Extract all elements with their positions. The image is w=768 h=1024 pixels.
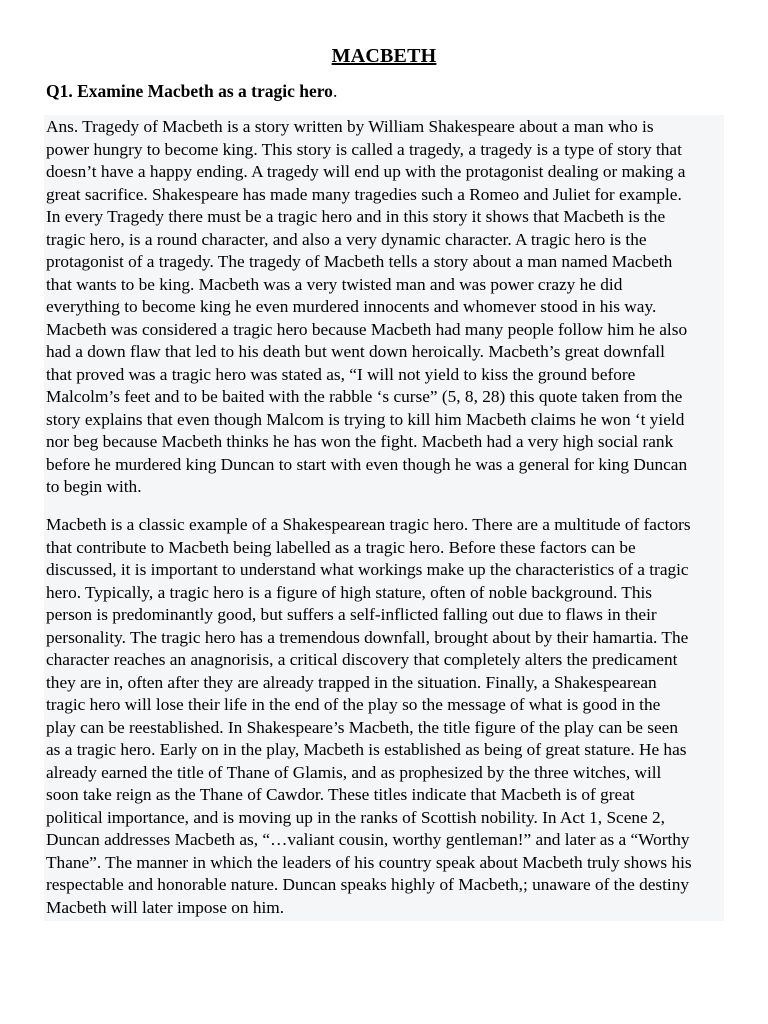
paragraph-line: power hungry to become king. This story is called a tragedy, a tragedy is a type of story that — [46, 139, 682, 159]
paragraph-line: nor beg because Macbeth thinks he has won the fight. Macbeth had a very high social rank — [46, 432, 674, 451]
paragraph-line: they are in, often after they are already trapped in the situation. Finally, a Shakespearean — [46, 672, 657, 692]
paragraph-line: play can be reestablished. In Shakespeare’s Macbeth, the title figure of the play can be seen — [46, 717, 678, 737]
paragraph-line: Thane”. The manner in which the leaders of his country speak about Macbeth truly shows his — [46, 852, 692, 872]
paragraph-line: In every Tragedy there must be a tragic hero and in this story it shows that Macbeth is the — [46, 207, 666, 226]
paragraph-line: political importance, and is moving up in the ranks of Scottish nobility. In Act 1, Scene 2, — [46, 807, 665, 827]
question-end-punct: . — [332, 81, 338, 101]
paragraph-line: already earned the title of Thane of Glamis, and as prophesized by the three witches, will — [46, 762, 662, 782]
question-heading — [46, 79, 337, 103]
paragraph-line: Macbeth was considered a tragic hero because Macbeth had many people follow him he also — [46, 319, 688, 339]
paragraph-line: that wants to be king. Macbeth was a very twisted man and was power crazy he did — [46, 274, 623, 294]
paragraph-line: that proved was a tragic hero was stated as, “I will not yield to kiss the ground before — [46, 364, 636, 384]
paragraph-line: person is predominantly good, but suffers a self-inflicted falling out due to flaws in their — [46, 605, 657, 624]
paragraph-line: protagonist of a tragedy. The tragedy of Macbeth tells a story about a man named Macbeth — [46, 252, 673, 271]
paragraph-line: story explains that even though Malcom is trying to kill him Macbeth claims he won ‘t yield — [46, 409, 685, 429]
paragraph-line: to begin with. — [46, 477, 142, 496]
paragraph-line: everything to become king he even murdered innocents and whomever stood in his way. — [46, 297, 657, 316]
paragraph-line: tragic hero will lose their life in the end of the play so the message of what is good in the — [46, 695, 661, 714]
paragraph-line: Macbeth is a classic example of a Shakespearean tragic hero. There are a multitude of factors — [46, 515, 691, 534]
paragraph-line: respectable and honorable nature. Duncan speaks highly of Macbeth,; unaware of the destiny — [46, 875, 690, 894]
paragraph-line: Ans. Tragedy of Macbeth is a story written by William Shakespeare about a man who is — [46, 117, 654, 136]
paragraph-line: soon take reign as the Thane of Cawdor. These titles indicate that Macbeth is of great — [46, 785, 635, 804]
paragraph-line: Macbeth will later impose on him. — [46, 897, 285, 917]
paragraph-line: Malcolm’s feet and to be baited with the rabble ‘s curse” (5, 8, 28) this quote taken from the — [46, 387, 683, 406]
paragraph-line: tragic hero, is a round character, and also a very dynamic character. A tragic hero is the — [46, 229, 647, 249]
answer-paragraph-2 — [46, 514, 726, 919]
paragraph-line: that contribute to Macbeth being labelled as a tragic hero. Before these factors can be — [46, 537, 636, 557]
paragraph-line: before he murdered king Duncan to start with even though he was a general for king Duncan — [46, 454, 688, 474]
answer-paragraph-1 — [46, 116, 726, 499]
paragraph-line: great sacrifice. Shakespeare has made many tragedies such a Romeo and Juliet for example. — [46, 184, 682, 204]
paragraph-line: personality. The tragic hero has a tremendous downfall, brought about by their hamartia. The — [46, 627, 689, 647]
paragraph-line: doesn’t have a happy ending. A tragedy will end up with the protagonist dealing or making a — [46, 162, 686, 181]
paragraph-line: character reaches an anagnorisis, a critical discovery that completely alters the predicament — [46, 650, 678, 669]
paragraph-line: hero. Typically, a tragic hero is a figure of high stature, often of noble background. This — [46, 582, 653, 602]
question-label: Q1. Examine Macbeth as a tragic hero — [46, 81, 333, 101]
document-title: MACBETH — [331, 45, 437, 67]
paragraph-line: as a tragic hero. Early on in the play, Macbeth is established as being of great stature. He has — [46, 740, 687, 759]
paragraph-line: discussed, it is important to understand what workings make up the characteristics of a tragic — [46, 560, 689, 579]
paragraph-line: Duncan addresses Macbeth as, “…valiant cousin, worthy gentleman!” and later as a “Worthy — [46, 830, 690, 849]
paragraph-line: had a down flaw that led to his death but went down heroically. Macbeth’s great downfall — [46, 342, 665, 361]
